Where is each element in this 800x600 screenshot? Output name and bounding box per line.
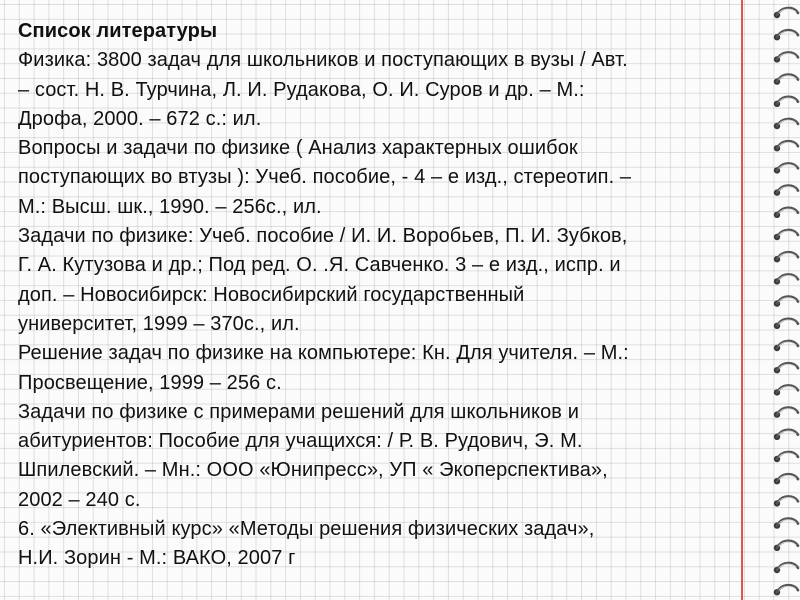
spiral-binding-icon	[768, 0, 800, 600]
spiral-ring-icon	[774, 474, 798, 484]
spiral-ring-icon	[774, 519, 798, 529]
bibliography-entry: Физика: 3800 задач для школьников и поступающих в вузы / Авт. – сост. Н. В. Турчина, Л. И. Рудакова, О. И. Суров и др. – М.: Дрофа, 2000. – 672 с.: ил.	[18, 49, 628, 130]
bibliography-entry: Задачи по физике: Учеб. пособие / И. И. Воробьев, П. И. Зубков, Г. А. Кутузова и др.; Под ред. О. .Я. Савченко. 3 – е изд., испр. и доп. – Новосибирск: Новосибирский государственный университет, 1999 – 370с., ил.	[18, 225, 628, 335]
spiral-ring-icon	[774, 186, 798, 196]
bibliography-entry: 6. «Элективный курс» «Методы решения физических задач», Н.И. Зорин - М.: ВАКО, 2007 г	[18, 518, 595, 570]
spiral-ring-icon	[774, 230, 798, 240]
spiral-ring-icon	[774, 541, 798, 551]
spiral-ring-icon	[774, 319, 798, 329]
spiral-ring-icon	[774, 297, 798, 307]
spiral-ring-icon	[774, 30, 798, 40]
bibliography	[18, 17, 758, 574]
spiral-ring-icon	[774, 430, 798, 440]
spiral-ring-icon	[774, 52, 798, 62]
spiral-ring-icon	[774, 208, 798, 218]
bibliography-entry: Вопросы и задачи по физике ( Анализ характерных ошибок поступающих во втузы ): Учеб. пособие, - 4 – е изд., стереотип. – М.: Высш. шк., 1990. – 256с., ил.	[18, 137, 632, 218]
spiral-ring-icon	[774, 75, 798, 85]
spiral-ring-icon	[774, 585, 798, 595]
spiral-ring-icon	[774, 97, 798, 107]
spiral-ring-icon	[774, 496, 798, 506]
spiral-ring-icon	[774, 563, 798, 573]
spiral-ring-icon	[774, 341, 798, 351]
bibliography-entry: Задачи по физике с примерами решений для школьников и абитуриентов: Пособие для учащихся: / Р. В. Рудович, Э. М. Шпилевский. – Мн.: ООО «Юнипресс», УП « Экоперспектива», 2002 – 240 с.	[18, 400, 608, 511]
spiral-ring-icon	[774, 163, 798, 173]
bibliography-entry: Решение задач по физике на компьютере: Кн. Для учителя. – М.: Просвещение, 1999 – 256 с.	[18, 342, 629, 394]
spiral-ring-icon	[774, 385, 798, 395]
spiral-ring-icon	[774, 274, 798, 284]
spiral-ring-icon	[774, 452, 798, 462]
spiral-ring-icon	[774, 252, 798, 262]
spiral-ring-icon	[774, 408, 798, 418]
spiral-ring-icon	[774, 363, 798, 373]
page-title: Список литературы	[18, 20, 218, 42]
spiral-ring-icon	[774, 119, 798, 129]
spiral-ring-icon	[774, 8, 798, 18]
spiral-ring-icon	[774, 141, 798, 151]
